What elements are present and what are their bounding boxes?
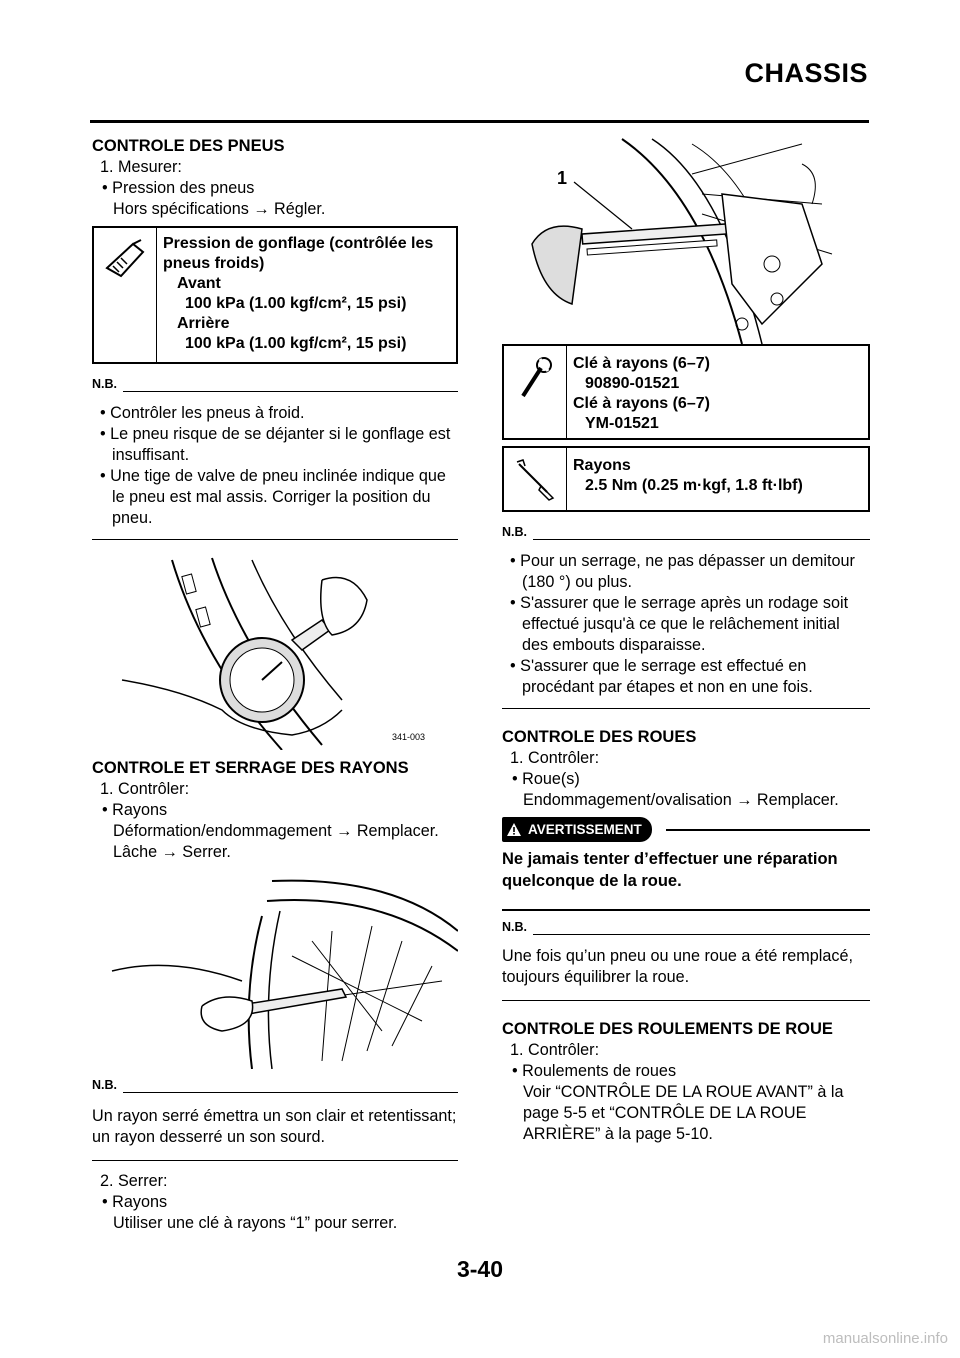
nb-label: N.B.	[92, 1078, 117, 1092]
right-note-2: • S'assurer que le serrage après un rodage soit effectué jusqu'à ce que le relâchement initial des embouts disparaisse.	[510, 594, 849, 654]
spokes-sub1: Déformation/endommagement → Remplacer.	[113, 822, 439, 840]
nb-header	[92, 1075, 458, 1096]
spokes-bullet: • Rayons	[102, 801, 168, 819]
spoke-wrench-icon	[504, 346, 566, 438]
spokes-sub3: Utiliser une clé à rayons “1” pour serrer.	[113, 1214, 398, 1232]
spec-front-value: 100 kPa (1.00 kgf/cm², 15 psi)	[185, 295, 407, 312]
tires-sub: Hors spécifications → Régler.	[113, 200, 326, 218]
left-column	[92, 136, 458, 1234]
warning-text: Ne jamais tenter d’effectuer une réparation quelconque de la roue.	[502, 850, 838, 890]
bearings-sub: Voir “CONTRÔLE DE LA ROUE AVANT” à la page 5-5 et “CONTRÔLE DE LA ROUE ARRIÈRE” à la page 5-10.	[523, 1082, 844, 1143]
warning-label: AVERTISSEMENT	[528, 822, 642, 837]
spoke-wrench-spec-box	[502, 344, 870, 440]
wheels-bullet: • Roue(s)	[512, 770, 580, 788]
spec-front-label: Avant	[177, 275, 221, 292]
gauge-icon	[94, 228, 156, 362]
nb-label: N.B.	[92, 377, 117, 391]
spokes-heading: CONTROLE ET SERRAGE DES RAYONS	[92, 759, 409, 777]
tool-l1: Clé à rayons (6–7)	[573, 355, 710, 372]
wheels-note: Une fois qu’un pneu ou une roue a été remplacé, toujours équilibrer la roue.	[502, 946, 853, 986]
nb-label: N.B.	[502, 525, 527, 539]
right-column	[502, 134, 870, 1145]
spokes-sub2: Lâche → Serrer.	[113, 843, 231, 861]
tire-note-2: • Le pneu risque de se déjanter si le gonflage est insuffisant.	[100, 425, 451, 464]
nb-header	[502, 917, 870, 938]
right-note-3: • S'assurer que le serrage est effectué en procédant par étapes et non en une fois.	[510, 657, 813, 696]
wheels-heading: CONTROLE DES ROUES	[502, 728, 697, 746]
warning-end-rule	[502, 909, 870, 911]
nb-header	[502, 522, 870, 543]
spokes-step2: 2. Serrer:	[100, 1172, 168, 1190]
header-rule	[90, 120, 869, 123]
figure-label: 341-003	[392, 732, 426, 742]
spokes-bullet2: • Rayons	[102, 1193, 168, 1211]
bearings-bullet: • Roulements de roues	[512, 1061, 677, 1080]
nb-end-rule	[92, 1160, 458, 1161]
spec-rear-value: 100 kPa (1.00 kgf/cm², 15 psi)	[185, 335, 407, 352]
nb-header	[92, 374, 458, 395]
tires-step1: 1. Mesurer:	[100, 158, 182, 176]
spec-line2: pneus froids)	[163, 255, 265, 272]
page-title: CHASSIS	[744, 58, 868, 88]
warning-header	[502, 817, 870, 842]
torque-l2: 2.5 Nm (0.25 m·kgf, 1.8 ft·lbf)	[585, 477, 803, 494]
nb-end-rule	[502, 708, 870, 709]
bearings-step1: 1. Contrôler:	[510, 1040, 600, 1059]
nb-label: N.B.	[502, 919, 527, 934]
tire-gauge-figure	[92, 550, 458, 750]
tires-bullet: • Pression des pneus	[102, 179, 255, 197]
spokes-note: Un rayon serré émettra un son clair et retentissant; un rayon desserré un son sourd.	[92, 1107, 457, 1146]
wheels-sub: Endommagement/ovalisation → Remplacer.	[523, 791, 839, 809]
torque-spec-box	[502, 446, 870, 512]
tool-l2: 90890-01521	[585, 375, 680, 392]
tire-note-1: • Contrôler les pneus à froid.	[100, 404, 305, 422]
warning-badge	[502, 817, 652, 842]
tire-pressure-spec-box	[92, 226, 458, 364]
spec-line1: Pression de gonflage (contrôlée les	[163, 235, 434, 252]
callout-1: 1	[557, 168, 568, 188]
page-number: 3-40	[456, 1256, 504, 1282]
spokes-step1: 1. Contrôler:	[100, 780, 190, 798]
torque-wrench-icon	[504, 448, 566, 510]
tool-l4: YM-01521	[585, 415, 659, 432]
tool-l3: Clé à rayons (6–7)	[573, 395, 710, 412]
spoke-check-figure	[92, 871, 458, 1069]
warning-triangle-icon	[506, 822, 522, 837]
tire-note-3: • Une tige de valve de pneu inclinée indique que le pneu est mal assis. Corriger la position du pneu.	[100, 467, 446, 527]
torque-l1: Rayons	[573, 457, 631, 474]
site-watermark: manualsonline.info	[822, 1330, 948, 1347]
right-note-1: • Pour un serrage, ne pas dépasser un demitour (180 °) ou plus.	[510, 552, 855, 591]
bearings-heading: CONTROLE DES ROULEMENTS DE ROUE	[502, 1019, 833, 1038]
wheels-step1: 1. Contrôler:	[510, 749, 600, 767]
tires-heading: CONTROLE DES PNEUS	[92, 137, 285, 155]
spoke-wrench-figure	[502, 134, 870, 344]
nb-end-rule	[92, 539, 458, 540]
nb-end-rule	[502, 1000, 870, 1001]
spec-rear-label: Arrière	[177, 315, 230, 332]
